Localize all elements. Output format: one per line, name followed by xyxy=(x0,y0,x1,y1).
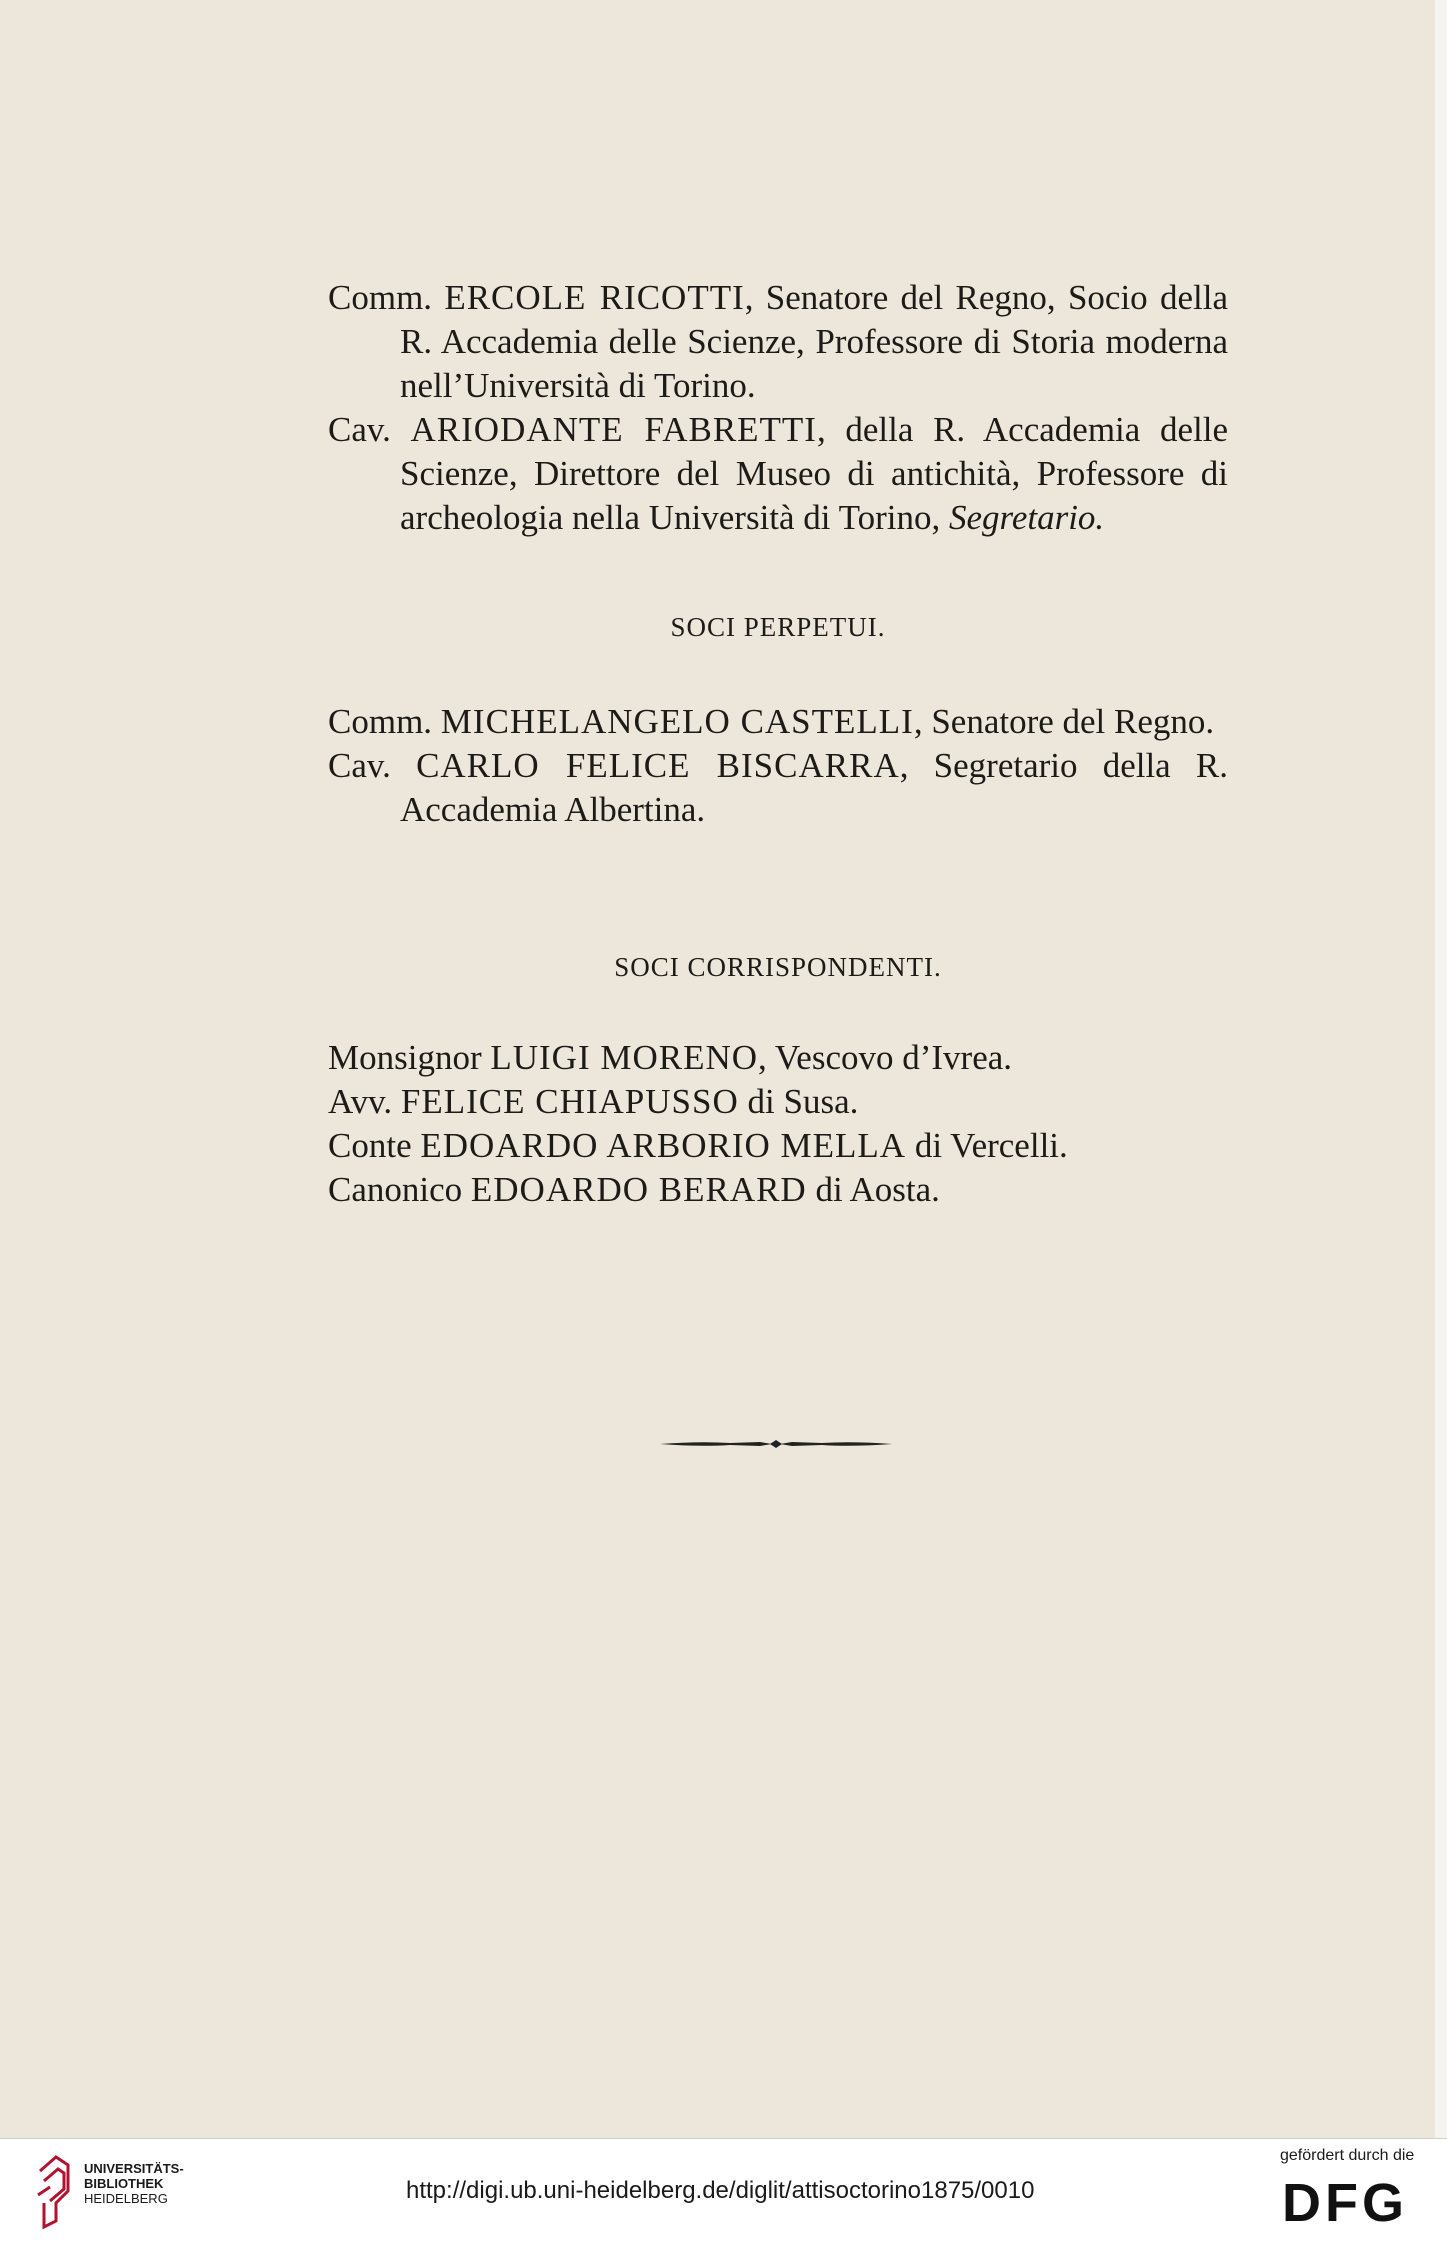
member-description: , Senatore del Regno, Socio della R. Accademia delle Scienze, Professore di Storia moderna nell’Università di Torino. xyxy=(400,278,1228,405)
member-description: , Vescovo d’Ivrea. xyxy=(758,1038,1013,1077)
member-name: ARIODANTE FABRETTI xyxy=(410,410,817,449)
member-name: ERCOLE RICOTTI xyxy=(444,278,745,317)
member-name: MICHELANGELO CASTELLI xyxy=(440,702,914,741)
member-name: EDOARDO BERARD xyxy=(470,1170,807,1209)
members-list-corresponding xyxy=(328,1036,1228,1212)
member-name: CARLO FELICE BISCARRA xyxy=(416,746,900,785)
member-prefix: Canonico xyxy=(328,1170,463,1209)
library-name-line: HEIDELBERG xyxy=(84,2191,168,2206)
member-description: , della R. Accademia delle Scienze, Direttore del Museo di antichità, Professore di archeologia nella Università di Torino, xyxy=(400,410,1228,537)
source-url-link[interactable]: http://digi.ub.uni-heidelberg.de/diglit/attisoctorino1875/0010 xyxy=(406,2177,1035,2204)
section-heading-soci-corrispondenti: SOCI CORRISPONDENTI. xyxy=(614,952,942,982)
funded-by-label: gefördert durch die xyxy=(1280,2147,1415,2164)
member-prefix: Comm. xyxy=(328,702,433,741)
member-description: di Aosta. xyxy=(806,1170,940,1209)
section-heading-soci-perpetui: SOCI PERPETUI. xyxy=(670,612,886,642)
member-description: , Senatore del Regno. xyxy=(913,702,1215,741)
member-entry xyxy=(328,1036,1228,1080)
member-name: EDOARDO ARBORIO MELLA xyxy=(420,1126,907,1165)
member-description: di Susa. xyxy=(738,1082,859,1121)
member-name: LUIGI MORENO xyxy=(490,1038,759,1077)
member-name: FELICE CHIAPUSSO xyxy=(400,1082,739,1121)
members-list-perpetual xyxy=(328,700,1228,832)
members-list-officers xyxy=(328,276,1228,540)
member-description: , Segretario della R. Accademia Albertina. xyxy=(400,746,1229,829)
member-role: Segretario. xyxy=(948,498,1105,537)
member-prefix: Cav. xyxy=(328,746,391,785)
library-logo-icon xyxy=(36,2151,72,2231)
dfg-logo: DFG xyxy=(1282,2173,1408,2233)
member-prefix: Avv. xyxy=(328,1082,393,1121)
member-entry xyxy=(328,744,1228,832)
library-name-line: UNIVERSITÄTS- xyxy=(84,2161,184,2176)
ornament-divider-icon xyxy=(660,1437,892,1451)
member-prefix: Monsignor xyxy=(328,1038,482,1077)
member-description: di Vercelli. xyxy=(906,1126,1068,1165)
member-prefix: Conte xyxy=(328,1126,412,1165)
library-name-line: BIBLIOTHEK xyxy=(84,2176,164,2191)
member-prefix: Cav. xyxy=(328,410,391,449)
member-entry xyxy=(328,408,1228,540)
member-prefix: Comm. xyxy=(328,278,433,317)
member-entry xyxy=(328,700,1228,744)
member-entry xyxy=(328,1124,1228,1168)
page-edge xyxy=(1435,0,1447,2138)
member-entry xyxy=(328,1080,1228,1124)
digitization-footer xyxy=(0,2138,1447,2243)
member-entry xyxy=(328,276,1228,408)
member-entry xyxy=(328,1168,1228,1212)
library-name xyxy=(84,2161,184,2206)
